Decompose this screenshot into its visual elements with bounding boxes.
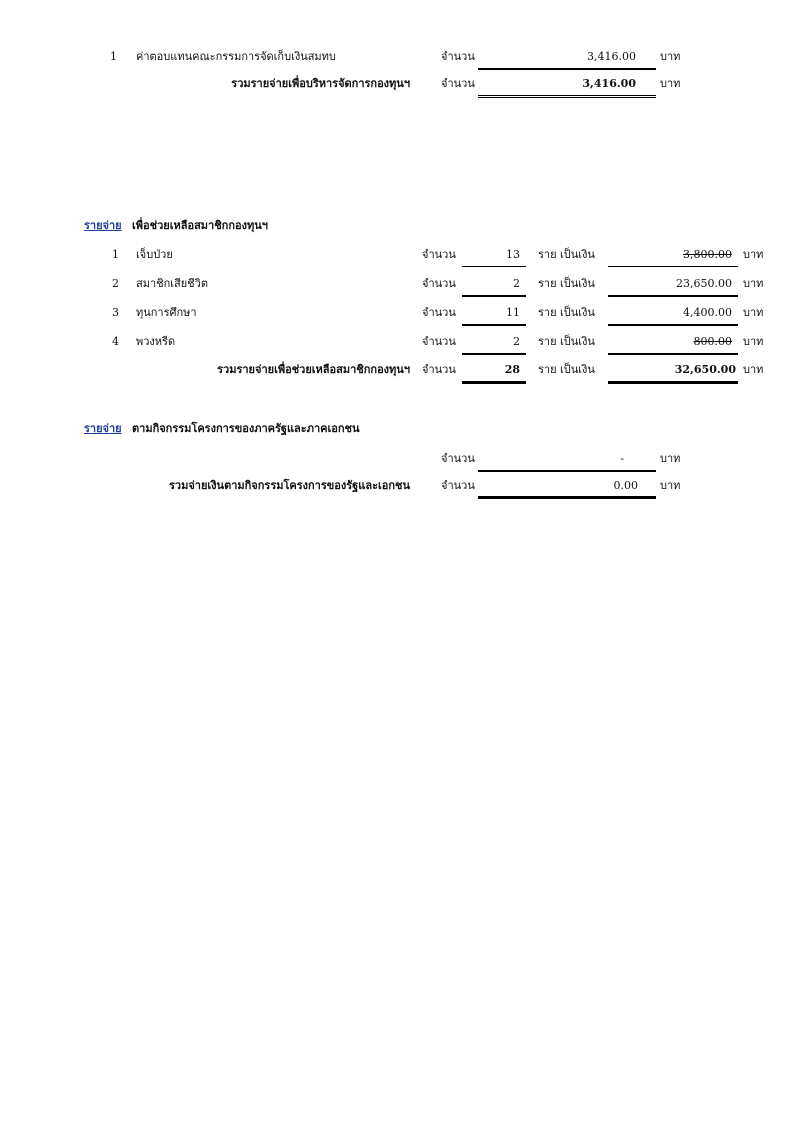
section-heading: ตามกิจกรรมโครงการของภาครัฐและภาคเอกชน (132, 422, 360, 435)
total-amount-underline (608, 381, 738, 384)
count-value: 13 (506, 248, 520, 261)
amount-value: - (620, 452, 624, 465)
row-description: พวงหรีด (136, 335, 176, 348)
count-underline (462, 353, 526, 355)
total-amount-underline (478, 496, 656, 499)
amount-value: 23,650.00 (676, 277, 732, 290)
total-label: รวมรายจ่ายเพื่อบริหารจัดการกองทุนฯ (231, 77, 410, 90)
row-number: 1 (110, 50, 117, 63)
unit-label: จำนวน (422, 363, 456, 376)
money-label: เป็นเงิน (560, 306, 595, 319)
count-value: 2 (513, 277, 520, 290)
amount-value: 3,416.00 (587, 50, 636, 63)
money-label: เป็นเงิน (560, 248, 595, 261)
amount-underline (608, 266, 738, 267)
count-unit: ราย (538, 277, 557, 290)
total-label: รวมรายจ่ายเพื่อช่วยเหลือสมาชิกกองทุนฯ (217, 363, 410, 376)
amount-value: 800.00 (693, 335, 732, 348)
count-unit: ราย (538, 363, 557, 376)
section-link-expense[interactable]: รายจ่าย (84, 219, 122, 232)
unit-label: จำนวน (422, 248, 456, 261)
count-value: 2 (513, 335, 520, 348)
count-underline (462, 295, 526, 297)
money-label: เป็นเงิน (560, 277, 595, 290)
count-underline (462, 266, 526, 267)
currency-label: บาท (660, 77, 681, 90)
money-label: เป็นเงิน (560, 363, 595, 376)
count-unit: ราย (538, 335, 557, 348)
unit-label: จำนวน (422, 277, 456, 290)
amount-value: 4,400.00 (683, 306, 732, 319)
amount-underline (608, 295, 738, 297)
count-value: 11 (506, 306, 520, 319)
money-label: เป็นเงิน (560, 335, 595, 348)
section-link-expense[interactable]: รายจ่าย (84, 422, 122, 435)
total-double-underline (478, 95, 656, 98)
total-count-underline (462, 381, 526, 384)
count-unit: ราย (538, 248, 557, 261)
currency-label: บาท (743, 277, 764, 290)
count-underline (462, 324, 526, 326)
unit-label: จำนวน (441, 452, 475, 465)
currency-label: บาท (743, 363, 764, 376)
amount-underline (478, 470, 656, 472)
total-label: รวมจ่ายเงินตามกิจกรรมโครงการของรัฐและเอกชน (169, 479, 410, 492)
total-count: 28 (504, 363, 520, 376)
currency-label: บาท (660, 479, 681, 492)
total-amount: 0.00 (613, 479, 638, 492)
unit-label: จำนวน (422, 335, 456, 348)
currency-label: บาท (743, 335, 764, 348)
amount-underline (478, 68, 656, 70)
section-heading: เพื่อช่วยเหลือสมาชิกกองทุนฯ (132, 219, 268, 232)
unit-label: จำนวน (441, 479, 475, 492)
currency-label: บาท (660, 452, 681, 465)
currency-label: บาท (660, 50, 681, 63)
row-number: 1 (112, 248, 119, 261)
currency-label: บาท (743, 248, 764, 261)
row-description: สมาชิกเสียชีวิต (136, 277, 208, 290)
row-description: ทุนการศึกษา (136, 306, 197, 319)
unit-label: จำนวน (422, 306, 456, 319)
row-number: 4 (112, 335, 119, 348)
amount-underline (608, 353, 738, 355)
row-description: เจ็บป่วย (136, 248, 173, 261)
amount-value: 3,800.00 (683, 248, 732, 261)
total-amount: 3,416.00 (582, 77, 636, 90)
row-number: 3 (112, 306, 119, 319)
unit-label: จำนวน (441, 50, 475, 63)
count-unit: ราย (538, 306, 557, 319)
total-amount: 32,650.00 (674, 363, 736, 376)
row-number: 2 (112, 277, 119, 290)
unit-label: จำนวน (441, 77, 475, 90)
amount-underline (608, 324, 738, 326)
currency-label: บาท (743, 306, 764, 319)
row-description: ค่าตอบแทนคณะกรรมการจัดเก็บเงินสมทบ (136, 50, 336, 63)
